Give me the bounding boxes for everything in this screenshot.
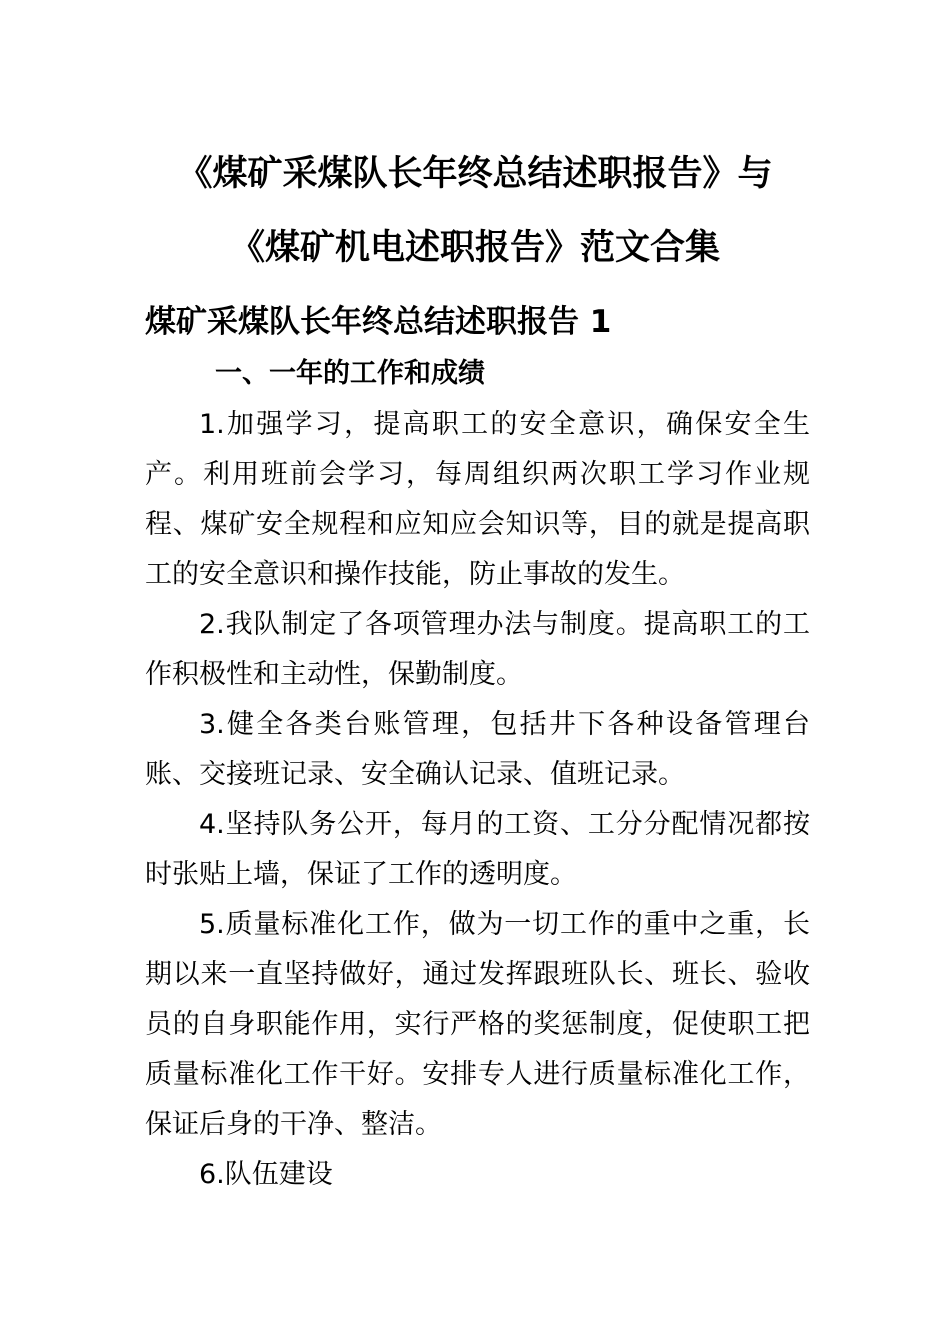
paragraph-4: 4.坚持队务公开，每月的工资、工分分配情况都按时张贴上墙，保证了工作的透明度。	[145, 809, 810, 890]
paragraph-3: 3.健全各类台账管理，包括井下各种设备管理台账、交接班记录、安全确认记录、值班记录。	[145, 709, 810, 790]
document-title-line-2: 《煤矿机电述职报告》范文合集	[229, 228, 720, 268]
document-title-line-1: 《煤矿采煤队长年终总结述职报告》与	[177, 154, 773, 194]
paragraph-6: 6.队伍建设	[199, 1159, 333, 1190]
paragraph-5: 5.质量标准化工作，做为一切工作的重中之重，长期以来一直坚持做好，通过发挥跟班队长、班长、验收员的自身职能作用，实行严格的奖惩制度，促使职工把质量标准化工作干好。安排专人进行质量标准化工作，保证后身的干净、整洁。	[145, 909, 810, 1140]
section-heading: 煤矿采煤队长年终总结述职报告 1	[145, 304, 612, 340]
paragraph-2: 2.我队制定了各项管理办法与制度。提高职工的工作积极性和主动性，保勤制度。	[145, 609, 810, 690]
document-body	[145, 400, 810, 1200]
subsection-heading: 一、一年的工作和成绩	[215, 358, 485, 389]
paragraph-1: 1.加强学习，提高职工的安全意识，确保安全生产。利用班前会学习，每周组织两次职工学习作业规程、煤矿安全规程和应知应会知识等，目的就是提高职工的安全意识和操作技能，防止事故的发生。	[145, 409, 810, 590]
